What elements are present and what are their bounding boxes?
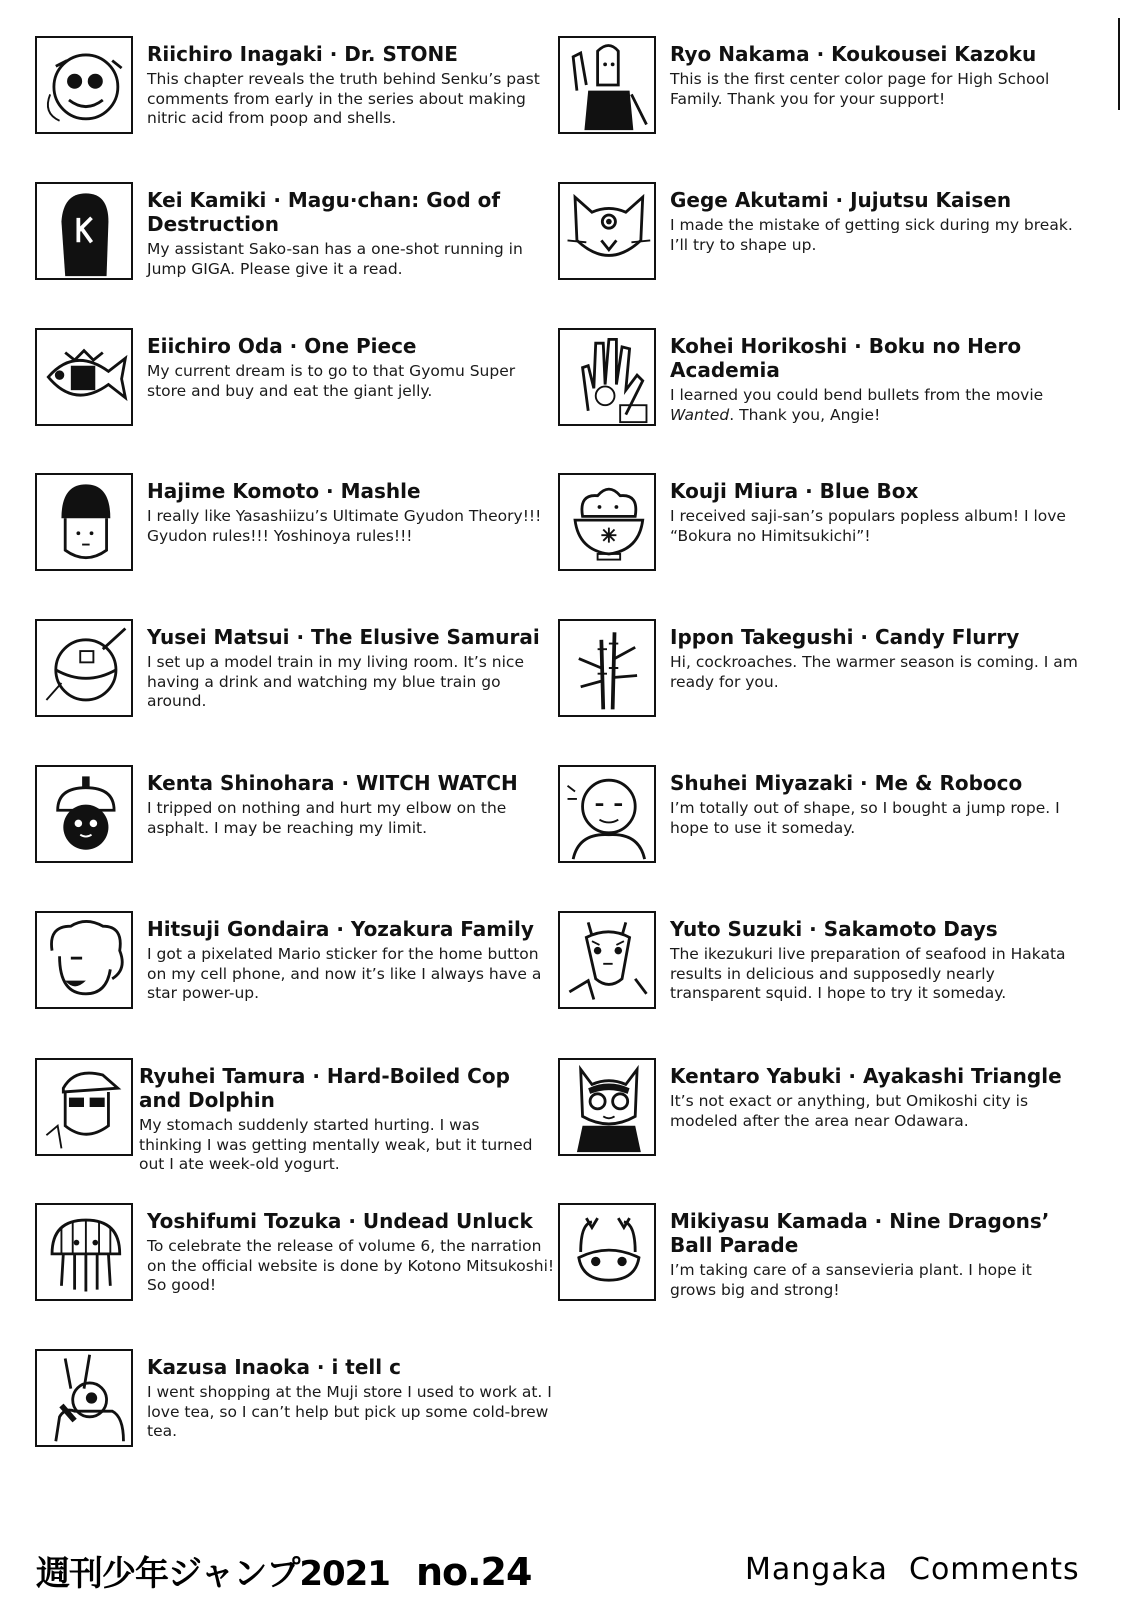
round-ball-icon bbox=[35, 619, 133, 717]
section-title: Mangaka Comments bbox=[745, 1552, 1080, 1587]
entry-title: Hajime Komoto · Mashle bbox=[147, 479, 421, 503]
glasses-cat-icon bbox=[558, 1058, 656, 1156]
page-edge-mark bbox=[1118, 18, 1120, 110]
entry-comment: Hi, cockroaches. The warmer season is coming. I am ready for you. bbox=[670, 653, 1078, 691]
entry-comment: This chapter reveals the truth behind Senku’s past comments from early in the series about making nitric acid from poop and shells. bbox=[147, 70, 540, 127]
magazine-issue bbox=[36, 1546, 531, 1595]
entry-comment: My stomach suddenly started hurting. I was thinking I was getting mentally weak, but it turned out I ate week-old yogurt. bbox=[139, 1116, 533, 1173]
entry-comment: I got a pixelated Mario sticker for the home button on my cell phone, and now it’s like I always have a star power-up. bbox=[147, 945, 542, 1002]
entry-title: Kei Kamiki · Magu·chan: God of Destruction bbox=[147, 188, 501, 236]
comment-entry bbox=[558, 36, 1078, 146]
fish-icon bbox=[35, 328, 133, 426]
entry-comment: The ikezukuri live preparation of seafood in Hakata results in delicious and supposedly nearly transparent squid. I hope to try it someday. bbox=[670, 945, 1066, 1002]
comment-entry bbox=[35, 182, 555, 292]
cap-man-icon bbox=[35, 1058, 133, 1156]
giraffe-icon bbox=[558, 911, 656, 1009]
comment-text: . Thank you, Angie! bbox=[729, 405, 881, 424]
comment-entry bbox=[35, 765, 555, 875]
entry-title: Shuhei Miyazaki · Me & Roboco bbox=[670, 771, 1023, 795]
acorn-icon bbox=[35, 765, 133, 863]
jellyfish-icon bbox=[35, 1203, 133, 1301]
entry-comment: My current dream is to go to that Gyomu Super store and buy and eat the giant jelly. bbox=[147, 362, 516, 400]
comment-entry bbox=[35, 1058, 540, 1173]
bald-man-icon bbox=[558, 765, 656, 863]
skull-creature-icon bbox=[35, 36, 133, 134]
hooded-figure-icon bbox=[35, 182, 133, 280]
entry-title: Kazusa Inaoka · i tell c bbox=[147, 1355, 401, 1379]
entry-title: Yuto Suzuki · Sakamoto Days bbox=[670, 917, 998, 941]
bamboo-icon bbox=[558, 619, 656, 717]
one-eyed-cat-icon bbox=[558, 182, 656, 280]
entry-comment bbox=[670, 386, 1078, 425]
entry-title: Eiichiro Oda · One Piece bbox=[147, 334, 417, 358]
rabbit-hoodie-icon bbox=[35, 1349, 133, 1447]
issue-number: no.24 bbox=[415, 1550, 532, 1594]
entry-title: Yoshifumi Tozuka · Undead Unluck bbox=[147, 1209, 533, 1233]
sheep-icon bbox=[35, 911, 133, 1009]
entry-comment: My assistant Sako-san has a one-shot running in Jump GIGA. Please give it a read. bbox=[147, 240, 523, 278]
comment-entry bbox=[558, 911, 1078, 1021]
comment-entry bbox=[558, 473, 1078, 583]
entry-title: Kentaro Yabuki · Ayakashi Triangle bbox=[670, 1064, 1062, 1088]
comment-entry bbox=[35, 1349, 555, 1459]
comment-entry bbox=[558, 1203, 1078, 1313]
entry-comment: This is the first center color page for High School Family. Thank you for your support! bbox=[670, 70, 1050, 108]
magazine-name: 週刊少年ジャンプ2021 bbox=[36, 1554, 390, 1594]
comment-text: I learned you could bend bullets from the movie bbox=[670, 386, 1044, 404]
entry-title: Ryuhei Tamura · Hard-Boiled Cop and Dolphin bbox=[139, 1064, 510, 1112]
entry-title: Ryo Nakama · Koukousei Kazoku bbox=[670, 42, 1037, 66]
crab-icon bbox=[558, 1203, 656, 1301]
entry-title: Kohei Horikoshi · Boku no Hero Academia bbox=[670, 334, 1022, 382]
mushroom-head-icon bbox=[35, 473, 133, 571]
entry-title: Hitsuji Gondaira · Yozakura Family bbox=[147, 917, 534, 941]
comment-entry bbox=[35, 1203, 555, 1313]
entry-comment: I really like Yasashiizu’s Ultimate Gyudon Theory!!! Gyudon rules!!! Yoshinoya rules!!! bbox=[147, 507, 542, 545]
rice-bowl-icon bbox=[558, 473, 656, 571]
entry-comment: I tripped on nothing and hurt my elbow on the asphalt. I may be reaching my limit. bbox=[147, 799, 507, 837]
comment-entry bbox=[558, 619, 1078, 729]
comment-entry bbox=[558, 1058, 1078, 1168]
comment-entry bbox=[35, 473, 555, 583]
entry-comment: I made the mistake of getting sick during my break. I’ll try to shape up. bbox=[670, 216, 1073, 254]
movie-title: Wanted bbox=[670, 405, 730, 424]
entry-title: Mikiyasu Kamada · Nine Dragons’ Ball Parade bbox=[670, 1209, 1050, 1257]
entry-comment: I received saji-san’s populars popless album! I love “Bokura no Himitsukichi”! bbox=[670, 507, 1066, 545]
comment-entry bbox=[558, 765, 1078, 875]
entry-title: Ippon Takegushi · Candy Flurry bbox=[670, 625, 1020, 649]
entry-title: Riichiro Inagaki · Dr. STONE bbox=[147, 42, 458, 66]
entry-comment: It’s not exact or anything, but Omikoshi city is modeled after the area near Odawara. bbox=[670, 1092, 1029, 1130]
comment-entry bbox=[35, 619, 555, 729]
entry-comment: I’m taking care of a sansevieria plant. I hope it grows big and strong! bbox=[670, 1261, 1032, 1299]
entry-comment: I set up a model train in my living room. It’s nice having a drink and watching my blue train go around. bbox=[147, 653, 524, 710]
entry-title: Kouji Miura · Blue Box bbox=[670, 479, 919, 503]
comment-entry bbox=[35, 328, 555, 438]
entry-comment: To celebrate the release of volume 6, the narration on the official website is done by Kotono Mitsukoshi! So good! bbox=[147, 1237, 555, 1294]
entry-title: Gege Akutami · Jujutsu Kaisen bbox=[670, 188, 1012, 212]
comment-entry bbox=[558, 182, 1078, 292]
comment-entry bbox=[35, 36, 555, 146]
entry-title: Kenta Shinohara · WITCH WATCH bbox=[147, 771, 518, 795]
waving-ghost-icon bbox=[558, 36, 656, 134]
comment-entry bbox=[35, 911, 555, 1021]
comment-entry bbox=[558, 328, 1078, 438]
entry-comment: I’m totally out of shape, so I bought a jump rope. I hope to use it someday. bbox=[670, 799, 1060, 837]
entry-title: Yusei Matsui · The Elusive Samurai bbox=[147, 625, 540, 649]
hand-icon bbox=[558, 328, 656, 426]
entry-comment: I went shopping at the Muji store I used to work at. I love tea, so I can’t help but pick up some cold-brew tea. bbox=[147, 1383, 552, 1440]
